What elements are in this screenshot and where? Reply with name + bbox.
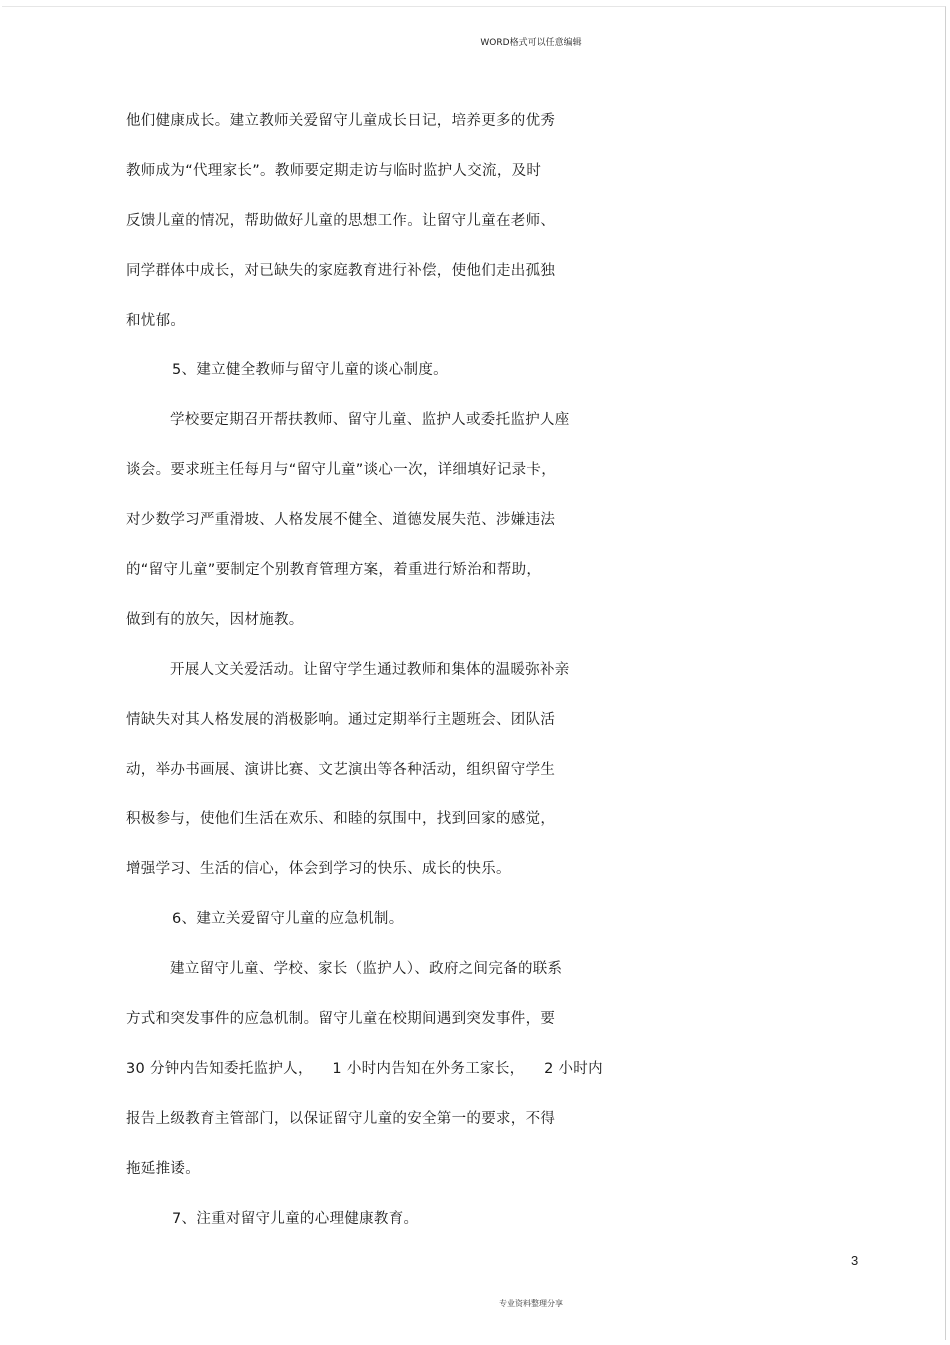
- text-line: 情缺失对其人格发展的消极影响。通过定期举行主题班会、团队活: [126, 711, 556, 728]
- text-line: 的“留守儿童”要制定个别教育管理方案，着重进行矫治和帮助，: [126, 562, 542, 579]
- text-line: 拖延推诿。: [126, 1160, 200, 1177]
- page-number: 3: [851, 1253, 859, 1268]
- text-line: 30 分钟内告知委托监护人， 1 小时内告知在外务工家长， 2 小时内: [126, 1060, 603, 1077]
- text-line: 他们健康成长。建立教师关爱留守儿童成长日记，培养更多的优秀: [126, 113, 556, 129]
- text-line: 对少数学习严重滑坡、人格发展不健全、道德发展失范、涉嫌违法: [126, 512, 556, 529]
- text-line: 积极参与，使他们生活在欢乐、和睦的氛围中，找到回家的感觉，: [126, 811, 556, 828]
- text-line: 同学群体中成长，对已缺失的家庭教育进行补偿，使他们走出孤独: [126, 262, 556, 279]
- page-footer: 专业资料整理分享: [499, 1299, 563, 1308]
- text-line: 和忧郁。: [126, 312, 186, 329]
- text-line: 动，举办书画展、演讲比赛、文艺演出等各种活动，组织留守学生: [126, 761, 556, 778]
- section-heading-6: 6、建立关爱留守儿童的应急机制。: [172, 911, 404, 928]
- text-line: 做到有的放矢，因材施教。: [126, 611, 304, 628]
- section-heading-5: 5、建立健全教师与留守儿童的谈心制度。: [172, 362, 448, 379]
- section-heading-7: 7、注重对留守儿童的心理健康教育。: [172, 1210, 419, 1227]
- text-line: 反馈儿童的情况，帮助做好儿童的思想工作。让留守儿童在老师、: [126, 212, 556, 229]
- text-line: 报告上级教育主管部门，以保证留守儿童的安全第一的要求，不得: [126, 1110, 556, 1127]
- text-line: 谈会。要求班主任每月与“留守儿童”谈心一次，详细填好记录卡，: [126, 462, 557, 479]
- text-line: 开展人文关爱活动。让留守学生通过教师和集体的温暖弥补亲: [170, 661, 570, 678]
- page-header: WORD格式可以任意编辑: [480, 38, 582, 48]
- document-body: [126, 109, 603, 1256]
- text-line: 方式和突发事件的应急机制。留守儿童在校期间遇到突发事件，要: [126, 1011, 556, 1028]
- text-line: 增强学习、生活的信心，体会到学习的快乐、成长的快乐。: [126, 861, 511, 878]
- text-line: 教师成为“代理家长”。教师要定期走访与临时监护人交流，及时: [126, 162, 542, 179]
- text-line: 建立留守儿童、学校、家长（监护人）、政府之间完备的联系: [170, 961, 563, 978]
- text-line: 学校要定期召开帮扶教师、留守儿童、监护人或委托监护人座: [170, 412, 570, 429]
